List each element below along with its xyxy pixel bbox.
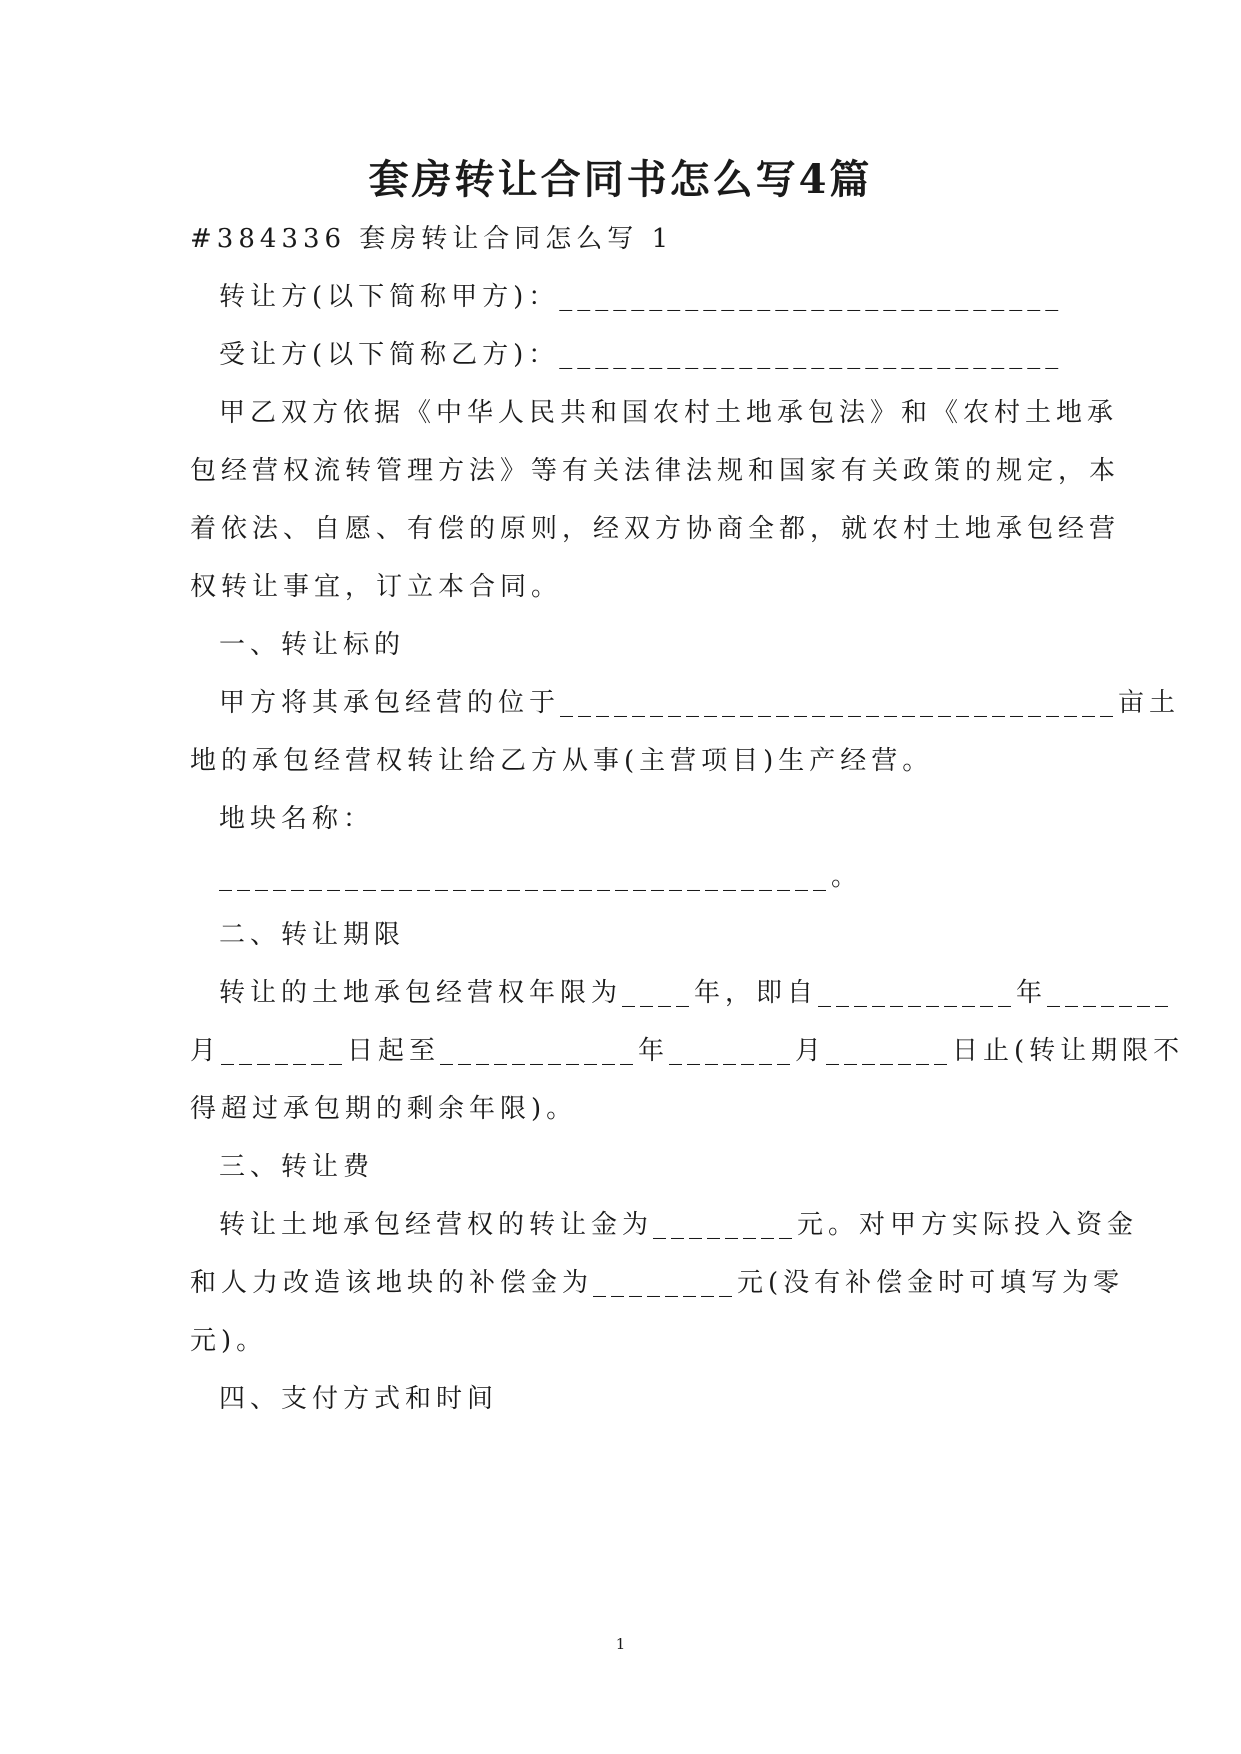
section-heading: 二、转让期限 <box>219 920 406 950</box>
paragraph-line: 元)。 <box>190 1326 268 1356</box>
transferor-line: 转让方(以下简称甲方)：____________________________ <box>219 282 1064 312</box>
section-heading: 三、转让费 <box>219 1152 375 1182</box>
document-title: 套房转让合同书怎么写4篇 <box>368 156 873 203</box>
paragraph-line: 和人力改造该地块的补偿金为________元(没有补偿金时可填写为零 <box>190 1268 1125 1298</box>
paragraph-line: 得超过承包期的剩余年限)。 <box>190 1094 578 1124</box>
paragraph-line: 转让的土地承包经营权年限为____年，即自___________年_______ <box>219 978 1174 1008</box>
paragraph-line: 甲乙双方依据《中华人民共和国农村土地承包法》和《农村土地承 <box>219 398 1119 428</box>
section-heading: 四、支付方式和时间 <box>219 1384 499 1414</box>
section-heading: 一、转让标的 <box>219 630 406 660</box>
contract-heading: #384336 套房转让合同怎么写 1 <box>190 224 674 254</box>
paragraph-line: 转让土地承包经营权的转让金为________元。对甲方实际投入资金 <box>219 1210 1139 1240</box>
paragraph-line: 月_______日起至___________年_______月_______日止(转让期限不 <box>190 1036 1185 1066</box>
plot-name-label: 地块名称： <box>219 804 375 834</box>
paragraph-line: 权转让事宜，订立本合同。 <box>190 572 563 602</box>
transferee-line: 受让方(以下简称乙方)：____________________________ <box>219 340 1064 370</box>
plot-name-blank: __________________________________。 <box>219 862 862 892</box>
paragraph-line: 地的承包经营权转让给乙方从事(主营项目)生产经营。 <box>190 746 934 776</box>
paragraph-line: 甲方将其承包经营的位于_______________________________亩土 <box>219 688 1181 718</box>
paragraph-line: 包经营权流转管理方法》等有关法律法规和国家有关政策的规定，本 <box>190 456 1121 486</box>
page-number: 1 <box>615 1635 626 1653</box>
paragraph-line: 着依法、自愿、有偿的原则，经双方协商全都，就农村土地承包经营 <box>190 514 1121 544</box>
